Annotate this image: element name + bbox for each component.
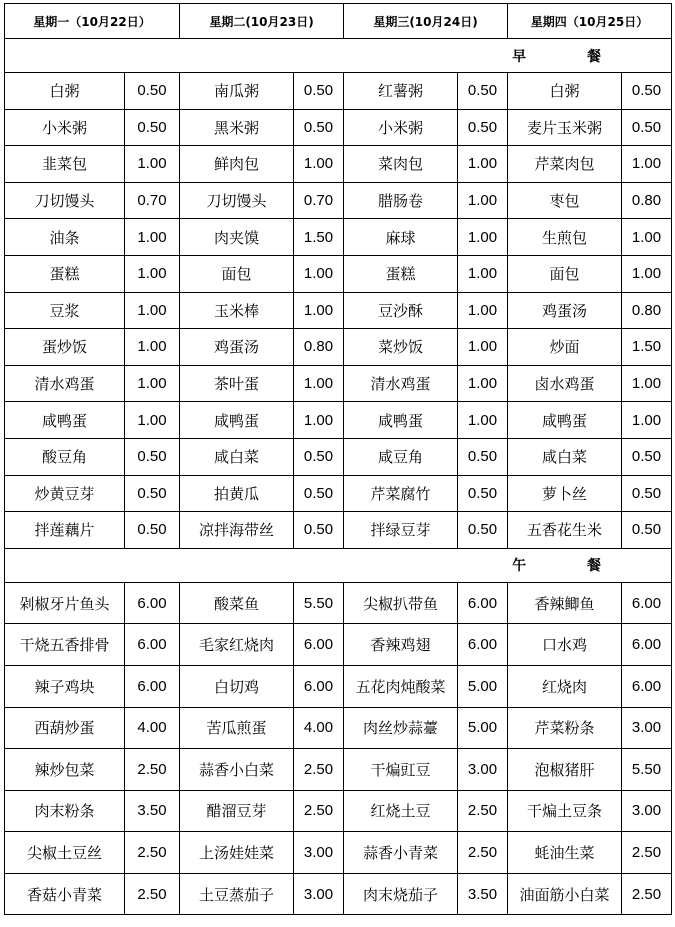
dish-name: 肉末粉条: [5, 790, 125, 832]
dish-price: 0.50: [458, 109, 508, 146]
dish-price: 5.00: [458, 665, 508, 707]
dish-name: 麻球: [344, 219, 458, 256]
dish-price: 3.50: [458, 873, 508, 915]
dish-name: 拍黄瓜: [180, 475, 294, 512]
dish-price: 0.80: [622, 292, 672, 329]
dish-price: 6.00: [125, 624, 180, 666]
breakfast-row: [5, 146, 672, 183]
dish-name: 香辣鲫鱼: [508, 582, 622, 624]
dish-name: 剁椒牙片鱼头: [5, 582, 125, 624]
dish-price: 5.50: [294, 582, 344, 624]
dish-name: 面包: [180, 255, 294, 292]
lunch-row: [5, 707, 672, 749]
dish-name: 鸡蛋汤: [180, 329, 294, 366]
dish-price: 0.50: [458, 438, 508, 475]
dish-price: 5.00: [458, 707, 508, 749]
dish-name: 红薯粥: [344, 73, 458, 110]
dish-name: 辣子鸡块: [5, 665, 125, 707]
lunch-row: [5, 749, 672, 791]
dish-price: 1.00: [622, 255, 672, 292]
dish-price: 0.50: [125, 109, 180, 146]
dish-name: 咸鸭蛋: [5, 402, 125, 439]
dish-name: 肉末烧茄子: [344, 873, 458, 915]
dish-price: 0.50: [458, 73, 508, 110]
dish-name: 毛家红烧肉: [180, 624, 294, 666]
dish-price: 6.00: [294, 665, 344, 707]
dish-price: 0.50: [294, 438, 344, 475]
dish-name: 五香花生米: [508, 512, 622, 549]
dish-price: 1.00: [125, 255, 180, 292]
dish-price: 1.00: [294, 255, 344, 292]
dish-price: 1.00: [125, 219, 180, 256]
dish-price: 0.50: [125, 475, 180, 512]
dish-name: 蒜香小青菜: [344, 832, 458, 874]
dish-price: 0.50: [458, 512, 508, 549]
dish-name: 南瓜粥: [180, 73, 294, 110]
breakfast-row: [5, 73, 672, 110]
dish-name: 酸豆角: [5, 438, 125, 475]
breakfast-row: [5, 329, 672, 366]
lunch-row: [5, 624, 672, 666]
day-header-tue: 星期二(10月23日): [180, 4, 344, 39]
dish-price: 2.50: [458, 832, 508, 874]
dish-name: 醋溜豆芽: [180, 790, 294, 832]
dish-price: 3.50: [125, 790, 180, 832]
dish-name: 腊肠卷: [344, 182, 458, 219]
dish-price: 3.00: [458, 749, 508, 791]
dish-name: 油条: [5, 219, 125, 256]
lunch-row: [5, 790, 672, 832]
day-header-row: [5, 4, 672, 39]
dish-price: 6.00: [294, 624, 344, 666]
dish-name: 白粥: [508, 73, 622, 110]
dish-name: 酸菜鱼: [180, 582, 294, 624]
dish-name: 香菇小青菜: [5, 873, 125, 915]
dish-name: 茶叶蛋: [180, 365, 294, 402]
dish-price: 6.00: [125, 582, 180, 624]
dish-name: 清水鸡蛋: [344, 365, 458, 402]
dish-name: 芹菜腐竹: [344, 475, 458, 512]
dish-price: 1.00: [294, 365, 344, 402]
dish-name: 红烧肉: [508, 665, 622, 707]
dish-price: 0.50: [125, 73, 180, 110]
dish-name: 肉丝炒蒜薹: [344, 707, 458, 749]
dish-price: 1.00: [458, 402, 508, 439]
dish-name: 咸鸭蛋: [344, 402, 458, 439]
dish-name: 口水鸡: [508, 624, 622, 666]
dish-price: 2.50: [458, 790, 508, 832]
breakfast-row: [5, 109, 672, 146]
dish-price: 2.50: [125, 873, 180, 915]
dish-price: 1.00: [294, 146, 344, 183]
dish-price: 0.50: [294, 109, 344, 146]
dish-price: 1.00: [458, 255, 508, 292]
lunch-label: 午 餐: [512, 558, 629, 575]
dish-name: 鸡蛋汤: [508, 292, 622, 329]
dish-name: 麦片玉米粥: [508, 109, 622, 146]
dish-price: 3.00: [294, 832, 344, 874]
dish-price: 0.50: [294, 475, 344, 512]
dish-price: 3.00: [622, 707, 672, 749]
dish-name: 豆浆: [5, 292, 125, 329]
dish-price: 3.00: [294, 873, 344, 915]
dish-name: 炒黄豆芽: [5, 475, 125, 512]
dish-price: 0.50: [622, 438, 672, 475]
dish-name: 咸白菜: [180, 438, 294, 475]
lunch-row: [5, 665, 672, 707]
dish-name: 白粥: [5, 73, 125, 110]
dish-name: 凉拌海带丝: [180, 512, 294, 549]
dish-name: 咸鸭蛋: [180, 402, 294, 439]
dish-price: 0.50: [294, 512, 344, 549]
dish-price: 3.00: [622, 790, 672, 832]
dish-name: 红烧土豆: [344, 790, 458, 832]
dish-price: 1.50: [622, 329, 672, 366]
dish-price: 6.00: [622, 665, 672, 707]
dish-price: 0.80: [294, 329, 344, 366]
dish-price: 2.50: [294, 749, 344, 791]
dish-name: 土豆蒸茄子: [180, 873, 294, 915]
breakfast-row: [5, 512, 672, 549]
dish-price: 1.00: [294, 292, 344, 329]
dish-name: 卤水鸡蛋: [508, 365, 622, 402]
dish-name: 芹菜肉包: [508, 146, 622, 183]
dish-name: 清水鸡蛋: [5, 365, 125, 402]
dish-name: 鲜肉包: [180, 146, 294, 183]
dish-name: 蚝油生菜: [508, 832, 622, 874]
dish-price: 0.50: [125, 512, 180, 549]
dish-name: 蛋糕: [5, 255, 125, 292]
dish-price: 0.50: [622, 109, 672, 146]
dish-name: 拌绿豆芽: [344, 512, 458, 549]
dish-name: 干煸豇豆: [344, 749, 458, 791]
dish-price: 1.00: [125, 292, 180, 329]
dish-price: 1.50: [294, 219, 344, 256]
day-header-wed: 星期三(10月24日): [344, 4, 508, 39]
dish-name: 刀切馒头: [5, 182, 125, 219]
dish-name: 刀切馒头: [180, 182, 294, 219]
dish-name: 豆沙酥: [344, 292, 458, 329]
dish-price: 6.00: [622, 582, 672, 624]
dish-name: 白切鸡: [180, 665, 294, 707]
dish-price: 2.50: [125, 749, 180, 791]
dish-price: 6.00: [622, 624, 672, 666]
day-header-mon: 星期一（10月22日）: [5, 4, 180, 39]
dish-price: 1.00: [125, 146, 180, 183]
dish-name: 萝卜丝: [508, 475, 622, 512]
lunch-row: [5, 582, 672, 624]
breakfast-row: [5, 438, 672, 475]
dish-price: 1.00: [458, 329, 508, 366]
dish-name: 生煎包: [508, 219, 622, 256]
breakfast-row: [5, 255, 672, 292]
dish-name: 辣炒包菜: [5, 749, 125, 791]
dish-price: 2.50: [622, 832, 672, 874]
dish-name: 肉夹馍: [180, 219, 294, 256]
breakfast-label: 早 餐: [512, 48, 629, 65]
dish-price: 1.00: [622, 365, 672, 402]
dish-name: 上汤娃娃菜: [180, 832, 294, 874]
dish-name: 苦瓜煎蛋: [180, 707, 294, 749]
dish-price: 1.00: [622, 402, 672, 439]
dish-name: 蛋糕: [344, 255, 458, 292]
dish-name: 五花肉炖酸菜: [344, 665, 458, 707]
dish-name: 尖椒扒带鱼: [344, 582, 458, 624]
breakfast-row: [5, 402, 672, 439]
dish-name: 干煸土豆条: [508, 790, 622, 832]
dish-price: 1.00: [458, 365, 508, 402]
dish-price: 0.50: [458, 475, 508, 512]
day-header-thu: 星期四（10月25日）: [508, 4, 672, 39]
dish-name: 枣包: [508, 182, 622, 219]
dish-name: 菜肉包: [344, 146, 458, 183]
dish-price: 0.50: [125, 438, 180, 475]
breakfast-row: [5, 219, 672, 256]
dish-price: 6.00: [458, 624, 508, 666]
dish-name: 小米粥: [5, 109, 125, 146]
dish-price: 0.50: [622, 73, 672, 110]
dish-price: 1.00: [125, 329, 180, 366]
dish-name: 咸白菜: [508, 438, 622, 475]
dish-name: 黑米粥: [180, 109, 294, 146]
dish-price: 1.00: [458, 182, 508, 219]
dish-price: 1.00: [458, 292, 508, 329]
dish-name: 咸鸭蛋: [508, 402, 622, 439]
dish-name: 菜炒饭: [344, 329, 458, 366]
dish-name: 韭菜包: [5, 146, 125, 183]
dish-price: 0.70: [125, 182, 180, 219]
dish-price: 1.00: [458, 146, 508, 183]
dish-price: 0.70: [294, 182, 344, 219]
dish-price: 0.50: [294, 73, 344, 110]
dish-price: 6.00: [458, 582, 508, 624]
breakfast-section-row: [5, 39, 672, 73]
dish-price: 1.00: [125, 365, 180, 402]
dish-price: 2.50: [294, 790, 344, 832]
dish-name: 面包: [508, 255, 622, 292]
dish-name: 拌莲藕片: [5, 512, 125, 549]
dish-name: 干烧五香排骨: [5, 624, 125, 666]
dish-name: 小米粥: [344, 109, 458, 146]
dish-name: 泡椒猪肝: [508, 749, 622, 791]
dish-price: 0.50: [622, 475, 672, 512]
dish-name: 油面筋小白菜: [508, 873, 622, 915]
dish-price: 1.00: [125, 402, 180, 439]
breakfast-section: [5, 39, 672, 73]
dish-price: 2.50: [125, 832, 180, 874]
dish-price: 1.00: [458, 219, 508, 256]
dish-name: 蒜香小白菜: [180, 749, 294, 791]
dish-name: 玉米棒: [180, 292, 294, 329]
dish-price: 4.00: [125, 707, 180, 749]
dish-name: 芹菜粉条: [508, 707, 622, 749]
lunch-row: [5, 873, 672, 915]
menu-table: [4, 3, 672, 915]
dish-name: 蛋炒饭: [5, 329, 125, 366]
dish-price: 0.80: [622, 182, 672, 219]
breakfast-row: [5, 365, 672, 402]
dish-price: 1.00: [294, 402, 344, 439]
lunch-section-row: [5, 548, 672, 582]
dish-price: 2.50: [622, 873, 672, 915]
dish-price: 1.00: [622, 219, 672, 256]
dish-price: 4.00: [294, 707, 344, 749]
dish-name: 咸豆角: [344, 438, 458, 475]
dish-price: 5.50: [622, 749, 672, 791]
dish-name: 香辣鸡翅: [344, 624, 458, 666]
dish-price: 0.50: [622, 512, 672, 549]
dish-price: 6.00: [125, 665, 180, 707]
menu-body: [5, 4, 672, 915]
breakfast-row: [5, 292, 672, 329]
dish-price: 1.00: [622, 146, 672, 183]
dish-name: 尖椒土豆丝: [5, 832, 125, 874]
lunch-row: [5, 832, 672, 874]
breakfast-row: [5, 475, 672, 512]
dish-name: 西葫炒蛋: [5, 707, 125, 749]
breakfast-row: [5, 182, 672, 219]
lunch-section: [5, 548, 672, 582]
dish-name: 炒面: [508, 329, 622, 366]
